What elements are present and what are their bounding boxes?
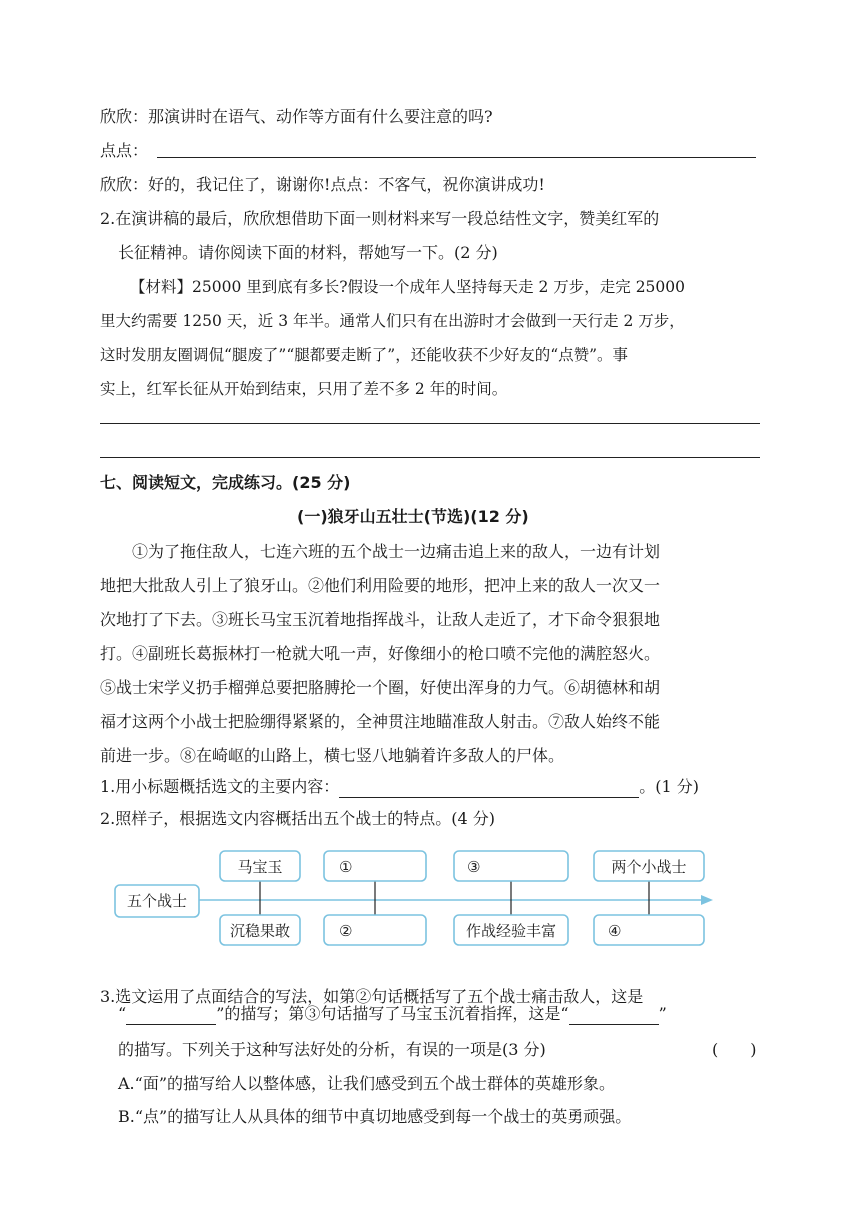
q3-answer-bracket[interactable]: ( ) [712, 1040, 757, 1059]
bottom-box-4[interactable] [594, 915, 704, 945]
q3-blank-2[interactable] [569, 1006, 659, 1025]
q1-line [100, 776, 699, 798]
q3-line-2-text: ”的描写；第③句话描写了马宝玉沉着指挥，这是“ [216, 1004, 569, 1023]
material-line-2: 里大约需要 1250 天，近 3 年半。通常人们只有在出游时才会做到一天行走 2 万步， [100, 312, 685, 330]
bottom-box-2[interactable] [324, 915, 426, 945]
answer-line[interactable] [157, 157, 756, 158]
answer-line[interactable] [100, 457, 760, 458]
answer-line[interactable] [100, 423, 760, 424]
section-heading: 七、阅读短文，完成练习。(25 分) [100, 473, 351, 492]
arrow-head-icon [701, 895, 713, 905]
dialogue-line-1: 欣欣：那演讲时在语气、动作等方面有什么要注意的吗? [100, 107, 493, 126]
top-box-1 [220, 851, 300, 881]
soldiers-characteristics-diagram [113, 845, 723, 955]
dialogue-speaker-label: 点点： [100, 141, 149, 160]
q3-option-b[interactable]: B.“点”的描写让人从具体的细节中真切地感受到每一个战士的英勇顽强。 [118, 1107, 632, 1126]
q3-quote-close: ” [658, 1004, 667, 1023]
top-label-1: 马宝玉 [237, 858, 283, 876]
q3-line-2 [118, 1003, 667, 1025]
top-box-4 [594, 851, 704, 881]
top-box-3[interactable] [454, 851, 568, 881]
q3-line-3: 的描写。下列关于这种写法好处的分析，有误的一项是(3 分) [118, 1040, 546, 1059]
root-label: 五个战士 [126, 892, 188, 910]
material-line-4: 实上，红军长征从开始到结束，只用了差不多 2 年的时间。 [100, 380, 508, 398]
q2-line-1: 2.在演讲稿的最后，欣欣想借助下面一则材料来写一段总结性文字，赞美红军的 [100, 209, 660, 228]
q1-answer-blank[interactable] [339, 777, 639, 798]
q2-prompt: 2.照样子，根据选文内容概括出五个战士的特点。(4 分) [100, 809, 496, 828]
dialogue-line-3: 欣欣：好的，我记住了，谢谢你!点点：不客气，祝你演讲成功! [100, 175, 545, 194]
passage-line: ⑤战士宋学义扔手榴弹总要把胳膊抡一个圈，好使出浑身的力气。⑥胡德林和胡 [100, 678, 661, 697]
passage-line: 打。④副班长葛振林打一枪就大吼一声，好像细小的枪口喷不完他的满腔怒火。 [100, 644, 661, 663]
bottom-label-4: ④ [608, 922, 622, 940]
bottom-box-1 [220, 915, 300, 945]
q1-prompt: 1.用小标题概括选文的主要内容： [100, 777, 340, 796]
passage-line: 福才这两个小战士把脸绷得紧紧的，全神贯注地瞄准敌人射击。⑦敌人始终不能 [100, 712, 661, 731]
q3-quote-open: “ [118, 1004, 127, 1023]
top-box-2[interactable] [324, 851, 426, 881]
q2-line-2: 长征精神。请你阅读下面的材料，帮她写一下。(2 分) [118, 243, 498, 262]
passage-line: 次地打了下去。③班长马宝玉沉着地指挥战斗，让敌人走近了，才下命令狠狠地 [100, 610, 661, 629]
passage-title: (一)狼牙山五壮士(节选)(12 分) [297, 507, 529, 526]
bottom-label-2: ② [339, 922, 353, 940]
q1-score: 。(1 分) [639, 777, 700, 796]
dialogue-line-2 [100, 140, 148, 162]
root-box [115, 885, 199, 917]
bottom-label-3: 作战经验丰富 [465, 922, 557, 940]
top-label-3: ③ [467, 858, 481, 876]
passage-line: 地把大批敌人引上了狼牙山。②他们利用险要的地形，把冲上来的敌人一次又一 [100, 576, 661, 595]
top-label-2: ① [339, 858, 353, 876]
passage-line: ①为了拖住敌人，七连六班的五个战士一边痛击追上来的敌人，一边有计划 [132, 542, 661, 561]
passage-line: 前进一步。⑧在崎岖的山路上，横七竖八地躺着许多敌人的尸体。 [100, 746, 565, 765]
material-line-1: 【材料】25000 里到底有多长?假设一个成年人坚持每天走 2 万步，走完 25000 [130, 278, 685, 296]
material-line-3: 这时发朋友圈调侃“腿废了”“腿都要走断了”，还能收获不少好友的“点赞”。事 [100, 346, 629, 364]
bottom-box-3 [454, 915, 568, 945]
top-label-4: 两个小战士 [611, 858, 687, 876]
q3-option-a[interactable]: A.“面”的描写给人以整体感，让我们感受到五个战士群体的英雄形象。 [118, 1074, 616, 1093]
bottom-label-1: 沉稳果敢 [229, 922, 291, 940]
q3-line-1: 3.选文运用了点面结合的写法，如第②句话概括写了五个战士痛击敌人，这是 [100, 987, 644, 1006]
q3-blank-1[interactable] [126, 1006, 216, 1025]
